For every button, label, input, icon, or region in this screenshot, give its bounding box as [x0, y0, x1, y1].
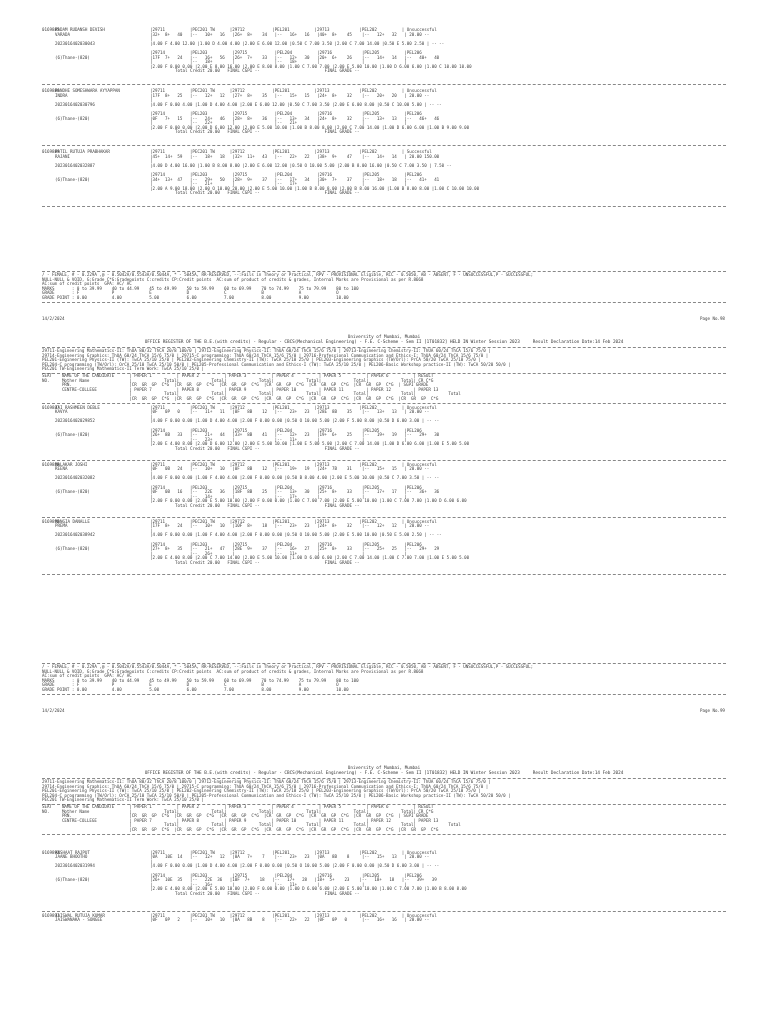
mid-record-1-paper-row-4: |4.00 F 0.00 0.00 |1.00 D 4.00 4.00 |2.00 F 0.00 0.00 |0.50 O 10.00 5.00 |2.00 F 5.00 8.00 |0.50 D 6.00 3.00 | -- --	[150, 418, 440, 424]
mid-record-3-candidate-name: MANGIA DANALLE	[55, 518, 90, 524]
top-record-2-separator	[42, 145, 726, 146]
page99-header-column-header-5: | Total| Total| Total| Total| Total| Total| Total	[42, 391, 461, 397]
mid-record-2-total-credit: Total Credit 20.00 FINAL CGPI -- FINAL GRADE --	[175, 503, 360, 508]
top-record-1-paper-row-4: |4.00 F 4.00 12.00 |1.00 D 4.00 4.00 |2.00 E 6.00 12.00 |0.50 C 7.00 3.50 |2.00 C 7.00 14.00 |0.50 E 5.00 2.50 | -- --	[150, 40, 445, 46]
top-record-1-paper-row-3: |	[150, 36, 153, 42]
bottom-record-1-paper-row-4: |4.00 F 0.00 0.00 |1.00 D 4.00 4.00 |2.00 F 0.00 0.00 |0.50 O 10.00 5.00 |2.00 F 0.00 0.00 |0.50 D 6.00 3.00 | -- --	[150, 863, 440, 869]
mid-record-3-total-credit: Total Credit 20.00 FINAL CGPI -- FINAL GRADE --	[175, 560, 360, 565]
mid-record-2-paper-row-2: |0F 0B 24 |-- 10+ 10 |0F 8B 12 |-- 19+ 19 |24+ 7B 31 |-- 15+ 15 | 20.00 --	[150, 466, 430, 472]
page99-header-subject-line-5: PEC201 TW-Engineering Mathematics-II Term Work: TwCA 25/10 25/0 |	[42, 366, 205, 372]
mid-record-1-paper-row-7: | |-- 23+ | |-- 11+ | | |	[150, 436, 407, 442]
bottom-record-1-paper-row-5: |29714 |PEL203 |29715 |PEL204 |29716 |PEL205 |PEL206	[150, 872, 422, 878]
page99-legend-legend-line-1: / - FEMALE, # - 0.229A ,@ - 0.5042A/0.5543A/0.5044A, * - 5045A, RR-RESERVED, --:Fails in Theory or Practical, RPV - PROVISIONAL Eligible, RCC - 0.5050, AB - ABSENT, F - UNSUCCESSFUL,P - SUCCESSFUL;	[42, 664, 534, 669]
page99-page-number: Page No.99	[700, 708, 725, 713]
page98-legend-legend-line-2: NULL-NULL & VOID, G:Grade C*G:Gradepoints C:credits CP:Credit points AC:sum of product of credits & grades, Internal Marks are Provisional as per R.8668	[42, 276, 424, 282]
page99-date: 14/2/2024	[42, 708, 65, 713]
mid-record-2-paper-row-7: | |-- 14+ | |-- 17+ | | |	[150, 493, 407, 499]
mid-record-3-mother-name: PREMA	[55, 523, 68, 529]
mid-record-3-paper-row-4: |4.00 F 0.00 0.00 |1.00 F 4.00 4.00 |2.00 F 0.00 0.00 |0.50 O 10.00 5.00 |2.00 E 5.00 10.00 |0.50 E 5.00 2.50 | -- --	[150, 532, 442, 538]
mid-record-2-paper-row-3: |	[150, 470, 153, 476]
mid-record-2-separator	[42, 517, 726, 518]
top-record-3-paper-row-4: |4.00 D 4.00 16.00 |1.00 B 8.00 8.00 |2.00 E 6.00 12.00 |0.50 O 10.00 5.00 |2.00 B 8.00 16.00 |0.50 C 7.00 3.50 | 7.50 --	[150, 162, 452, 168]
page100-header-subject-line-3: PEL201-Engineering Physics-II (TW): TwCA 25/10 25/0 | PEL202-Engineering Chemistry-II (TW): TwCA 25/10 25/0 | PEL203-Engineering Graphics (TW/Orl): PrCA 50/20 TwCA 25/10 75/0 |	[42, 788, 481, 794]
top-record-2-total-credit: Total Credit 20.00 FINAL CGPI -- FINAL GRADE --	[175, 129, 360, 135]
mid-record-1-paper-row-8: |2.00 E 4.00 8.00 |2.00 D 6.00 12.00 |2.00 E 5.00 10.00 |1.00 E 5.00 5.00 |2.00 C 7.00 14.00 |1.00 D 6.00 6.00 |1.00 E 5.00 5.00	[150, 441, 470, 447]
top-record-3-candidate-name: PATIL RUTUJA PRABHAKAR	[55, 149, 110, 154]
page98-legend-legend-line-6: GRADE POINT : 0.00 4.00 5.00 6.00 7.00 8.00 9.00 10.00	[42, 295, 349, 300]
top-record-2-paper-row-4: |4.00 F 0.00 4.00 |1.00 D 4.00 4.00 |2.00 E 6.00 12.00 |0.50 C 7.00 3.50 |2.00 E 6.00 8.00 |0.50 C 10.00 5.00 | -- --	[150, 101, 442, 107]
mid-record-3-paper-row-7: | |-- 26+ | |-- 11+ | | |	[150, 550, 407, 556]
page98-date: 14/2/2024	[42, 316, 65, 321]
page100-header-colhead-rule-bottom	[42, 834, 726, 835]
top-record-3-seat-no: 0169889	[42, 149, 60, 154]
bottom-record-1-candidate-name: ANSHAAT RAJPUT	[55, 849, 90, 855]
top-record-3-paper-row-3: |	[150, 158, 153, 164]
top-record-1-paper-row-8: |2.00 F 0.00 0.00 |2.00 E 8.00 16.00 |2.00 E 8.00 8.00 |1.00 C 7.00 7.00 |2.00 E 5.00 10.00 |1.00 D 6.00 6.00 |1.00 C 10.00 10.00	[150, 63, 472, 69]
bottom-record-1-paper-row-6: |26+ 10E 35 |-- 22E 36 |10F 7+ 18 |-- 17+ 28 |18+ 5+ 23 |-- 18+ 18 |-- 39+ 39	[150, 877, 437, 883]
top-record-2-paper-row-3: |	[150, 97, 153, 103]
mid-record-2-centre-college: (6)Thane-(820)	[55, 489, 90, 495]
mid-record-3-paper-row-2: |17F 8+ 24 |-- 10+ 10 |10F 8+ 18 |-- 23+ 23 |24+ 8+ 32 |-- 12+ 12 | 20.00 --	[150, 523, 430, 529]
bottom-record-1-prn: 2023016402031994	[55, 863, 95, 869]
bottom-record-1-paper-row-8: |2.00 E 4.00 8.00 |2.00 E 5.00 10.00 |2.00 F 0.00 0.00 |1.00 D 6.00 6.00 |2.00 E 5.00 10.00 |1.00 C 7.00 7.00 |1.00 B 8.00 8.00	[150, 886, 467, 892]
page99-header-university-title: University of Mumbai, Mumbai	[347, 335, 421, 340]
bottom-record-1-paper-row-2: |0A 10E 14 |-- 12+ 12 |0A 7+ 7 |-- 23+ 23 |0A 8B 8 |-- 15+ 13 | 20.00 --	[150, 854, 430, 860]
mid-record-2-paper-row-5: |29714 |PEL203 |29715 |PEL204 |29716 |PEL205 |PEL206	[150, 484, 422, 490]
page98-legend-divider-bottom	[42, 302, 726, 303]
top-record-1-paper-row-1: |29711 |PEC201 TW |29712 |PEL201 |29713 |PEL202 | Unsuccessful	[150, 27, 437, 32]
top-record-2-paper-row-5: |29714 |PEL203 |29715 |PEL204 |29716 |PEL205 |PEL206	[150, 111, 422, 116]
top-record-1-centre-college: (6)Thane-(820)	[55, 54, 90, 60]
top-record-2-paper-row-2: |17F 8+ 25 |-- 12+ 12 |27+ 8+ 35 |-- 15+ 15 |24+ 8+ 32 |-- 20+ 20 | 20.00 --	[150, 92, 430, 98]
mid-record-2-paper-row-8: |2.00 F 0.00 0.00 |2.00 E 5.00 10.00 |2.00 F 0.00 0.00 |1.00 C 7.00 7.00 |2.00 E 5.00 10.00 |1.00 C 7.00 7.00 |1.00 D 6.00 6.00	[150, 498, 467, 504]
top-record-2-paper-row-6: |0F 7+ 15 |-- 24+ 46 |28+ 8+ 36 |-- 13+ 34 |24+ 8+ 32 |-- 13+ 13 |-- 46+ 46	[150, 115, 440, 121]
mid-record-1-centre-college: (6)Thane-(820)	[55, 432, 90, 438]
bottom-record-2-mother-name: JAISWANAKA - SONGEE	[55, 917, 103, 923]
page98-legend-legend-line-5: GRADE : F P E D C B A O	[42, 290, 339, 296]
top-record-2-centre-college: (6)Thane-(820)	[55, 115, 90, 121]
mid-record-1-candidate-name: JAI RASHMEEN DEBLE	[55, 404, 100, 410]
page98-legend-legend-line-1: / - FEMALE, # - 0.229A ,@ - 0.5042A/0.5543A/0.5044A, * - 5045A, RR-RESERVED, --:Fails in Theory or Practical, RPV - PROVISIONAL Eligible, RCC - 0.5050, AB - ABSENT, F - UNSUCCESSFUL,P - SUCCESSFUL;	[42, 272, 534, 277]
page99-header-subject-line-3: PEL201-Engineering Physics-II (TW): TwCA 25/10 25/0 | PEL202-Engineering Chemistry-II (TW): TwCA 25/10 25/0 | PEL203-Engineering Graphics (TW/Orl): PrCA 50/20 TwCA 25/10 75/0 |	[42, 357, 481, 363]
top-record-2-mother-name: INDRA	[55, 92, 68, 98]
mid-record-2-paper-row-1: |29711 |PEC201 TW |29712 |PEL201 |29713 |PEL202 | Unsuccessful	[150, 461, 437, 467]
top-record-2-paper-row-1: |29711 |PEC201 TW |29712 |PEL201 |29713 |PEL202 | Unsuccessful	[150, 88, 437, 93]
top-record-2-paper-row-8: |2.00 F 0.00 0.00 |2.00 D 6.00 12.00 |2.00 E 5.00 10.00 |1.00 B 8.00 8.00 |2.00 C 7.00 14.00 |1.00 D 6.00 6.00 |1.00 B 9.00 9.00	[150, 124, 470, 130]
bottom-record-1-separator	[42, 911, 726, 912]
bottom-record-2-paper-row-2: |0F 0P 2 |-- 10+ 10 |0A 8B 8 |-- 22+ 22 |0F 0P 0 |-- 16+ 16 | 20.00 --	[150, 917, 430, 923]
top-record-3-paper-row-8: |2.00 A 9.00 18.00 |2.00 O 10.00 20.00 |2.00 E 5.00 10.00 |1.00 B 8.00 8.00 |2.00 B 8.00 16.00 |1.00 B 8.00 8.00 |1.00 C 10.00 10.00	[150, 185, 480, 191]
mid-record-3-paper-row-3: |	[150, 527, 153, 533]
top-record-3-prn: 2023016402032887	[55, 162, 95, 168]
mid-record-3-paper-row-8: |2.00 E 4.00 8.00 |2.00 C 7.00 14.00 |2.00 E 5.00 10.00 |1.00 D 6.00 6.00 |2.00 C 7.00 14.00 |1.00 C 7.00 7.00 |1.00 E 5.00 5.00	[150, 555, 470, 561]
top-record-1-paper-row-5: |29714 |PEL203 |29715 |PEL204 |29716 |PEL205 |PEL206	[150, 50, 422, 55]
page100-header-register-title: OFFICE REGISTER OF THE B.E.(with credits) - Regular - CBCS(Mechanical Engineering) - F.E. C-Scheme - Sem II [1T01832] HELD IN Winter Session 2023 Result Declaration Date:14 Feb 2024	[144, 770, 624, 776]
top-record-1-mother-name: VARADA	[55, 31, 70, 37]
mid-record-1-paper-row-2: |0F 0P 0 |-- 11+ 11 |0F 8B 12 |-- 23+ 23 |28E 8B 35 |-- 13+ 13 | 20.00 --	[150, 409, 430, 415]
bottom-record-1-seat-no: 0169893	[42, 849, 60, 855]
page100-header-column-header-4: CENTRE-COLLEGE | PAPER 7 | PAPER 8 | PAPER 9 | PAPER 10 | PAPER 11 | PAPER 12 | PAPER 13	[42, 817, 439, 823]
mid-record-3-prn: 2023016402038942	[55, 532, 95, 538]
page99-header-subject-line-4: PEL204-C programming (TW/Orl): OrCA 25/10 TwCA 25/10 50/0 | PEL205-Professional Communication and Ethics-I (TW): TwCA 25/10 25/0 | PEL206-Basic Workshop practice-II (TW): TwCA 50/20 50/0 |	[42, 361, 511, 367]
page98-page-number: Page No.98	[700, 316, 725, 321]
bottom-record-1-centre-college: (6)Thane-(820)	[55, 877, 90, 883]
top-record-3-separator	[42, 206, 726, 207]
page100-header-subject-line-1: 29711-Engineering Mathematics-II: ThUA 80/32 ThCA 20/8 100/0 | 29712-Engineering Physics-II: ThUA 60/24 ThCA 15/6 75/0 | 29713-Engineering Chemistry-II: ThUA 60/24 ThCA 15/6 75/0 |	[42, 779, 491, 784]
page99-legend-legend-line-2: NULL-NULL & VOID, G:Grade C*G:Gradepoints C:credits CP:Credit points AC:sum of product of credits & grades, Internal Marks are Provisional as per R.8668	[42, 668, 424, 674]
mid-record-1-paper-row-1: |29711 |PEC201 TW |29712 |PEL201 |29713 |PEL202 | Unsuccessful	[150, 404, 437, 410]
page99-header-column-header-3: PRN. |CR GR GP C*G |CR GR GP C*G |CR GR GP C*G |CR GR GP C*G |CR GR GP C*G |CR GR GP C*G | SGPI GRADE	[42, 382, 429, 388]
mid-record-3-seat-no: 0169890	[42, 518, 60, 524]
top-record-2-paper-row-7: | |-- 22+ | |-- 21+ | | |	[150, 120, 407, 126]
page99-header-column-header-2: NO. Mother Name | Total| Total| Total| Total| Total| Total| CR C*G	[42, 377, 434, 383]
top-record-1-paper-row-7: | |-- 18+ | |-- 18+ | | |	[150, 59, 407, 65]
mid-record-2-paper-row-6: |0F 0B 16 |-- 22E 36 |18F 8B 25 |-- 13+ 30 |25+ 8+ 33 |-- 17+ 17 |-- 36+ 36	[150, 489, 440, 495]
bottom-record-1-mother-name: JAANE BHOOTHO	[55, 854, 88, 860]
mid-record-1-separator	[42, 460, 726, 461]
mid-record-3-paper-row-6: |27+ 8+ 35 |-- 21+ 47 |28E 9+ 37 |-- 16+ 27 |25+ 8+ 33 |-- 25+ 25 |-- 29+ 29	[150, 546, 440, 552]
page99-legend-legend-line-3: AC:sum of credit points GPA: AC/ AC	[42, 673, 132, 679]
mid-record-1-mother-name: KAVYA	[55, 409, 68, 415]
bottom-record-2-paper-row-1: |29711 |PEC201 TW |29712 |PEL201 |29713 |PEL202 | Unsuccessful	[150, 912, 437, 918]
top-record-1-separator	[42, 84, 726, 85]
mid-record-3-paper-row-5: |29714 |PEL203 |29715 |PEL204 |29716 |PEL205 |PEL206	[150, 541, 422, 547]
top-record-3-paper-row-1: |29711 |PEC201 TW |29712 |PEL201 |29713 |PEL202 | Successful	[150, 149, 432, 154]
bottom-record-2-candidate-name: JAISWAL RUTUJA KUMAR	[55, 912, 105, 918]
top-record-1-paper-row-6: |17F 7+ 24 |-- 16+ 56 |26+ 7+ 33 |-- 12+ 30 |20+ 6+ 26 |-- 14+ 14 |-- 40+ 40	[150, 54, 440, 60]
top-record-3-mother-name: RAJANI	[55, 153, 70, 159]
top-record-3-paper-row-7: | |-- 21+ | |-- 17+ | | |	[150, 181, 407, 187]
page100-header-subject-line-2: 29714-Engineering Graphics: ThUA 60/24 ThCA 15/6 75/0 | 29715-C programming: ThUA 60/24 ThCA 15/6 75/0 | 29716-Professional Communication and Ethics-I: ThUA 60/24 ThCA 15/6 75/0 |	[42, 783, 489, 789]
mid-record-2-prn: 2023016402032082	[55, 475, 95, 481]
top-record-2-seat-no: 0169886	[42, 88, 60, 93]
page99-header-subject-line-1: 29711-Engineering Mathematics-II: ThUA 80/32 ThCA 20/8 100/0 | 29712-Engineering Physics-II: ThUA 60/24 ThCA 15/6 75/0 | 29713-Engineering Chemistry-II: ThUA 60/24 ThCA 15/6 75/0 |	[42, 348, 491, 353]
top-record-1-prn: 2023016402030043	[55, 40, 95, 46]
page99-legend-legend-line-5: GRADE : F P E D C B A O	[42, 682, 339, 688]
mid-record-1-paper-row-6: |26+ 8B 33 |-- 21+ 44 |33+ 8B 41 |-- 12+ 23 |19+ 6+ 25 |-- 19+ 19 |-- 29+ 30	[150, 432, 440, 438]
mid-record-1-seat-no: 0169887	[42, 404, 60, 410]
mid-record-1-paper-row-3: |	[150, 413, 153, 419]
mid-record-2-seat-no: 0169888	[42, 461, 60, 467]
mid-record-1-paper-row-5: |29714 |PEL203 |29715 |PEL204 |29716 |PEL205 |PEL206	[150, 427, 422, 433]
page100-header-column-header-3: PRN. |CR GR GP C*G |CR GR GP C*G |CR GR GP C*G |CR GR GP C*G |CR GR GP C*G |CR GR GP C*G | SGPI GRADE	[42, 813, 429, 819]
mid-record-1-prn: 2023016402029852	[55, 418, 95, 424]
top-record-3-total-credit: Total Credit 20.00 FINAL CGPI -- FINAL GRADE --	[175, 190, 360, 196]
page100-header-column-header-1: SEAT NAME OF THE CANDIDATE | PAPER 1 | PAPER 2 | PAPER 3 | PAPER 4 | PAPER 5 | PAPER 6 | RESULT	[42, 804, 434, 809]
mid-record-1-total-credit: Total Credit 20.00 FINAL CGPI -- FINAL GRADE --	[175, 446, 360, 451]
page99-header-colhead-rule-bottom	[42, 403, 726, 404]
page99-header-column-header-6: |CR GR GP C*G |CR GR GP C*G |CR GR GP C*G |CR GR GP C*G |CR GR GP C*G |CR GR GP C*G |CR GR GP C*G	[42, 396, 439, 401]
top-record-1-paper-row-2: |32+ 8+ 40 |-- 10+ 16 |26+ 8+ 34 |-- 16+ 16 |40+ 8+ 45 |-- 12+ 32 | 20.00 --	[150, 31, 430, 37]
top-record-2-candidate-name: PANDHE SOMESHWARA AYYAPPAN	[55, 88, 120, 93]
page98-legend-legend-line-4: MARKS : 0 to 39.99 40 to 44.99 45 to 49.99 50 to 59.99 60 to 69.99 70 to 74.99 75 to 79.99 80 to 100	[42, 285, 359, 291]
page99-header-column-header-4: CENTRE-COLLEGE | PAPER 7 | PAPER 8 | PAPER 9 | PAPER 10 | PAPER 11 | PAPER 12 | PAPER 13	[42, 386, 439, 392]
bottom-record-1-paper-row-3: |	[150, 858, 153, 864]
top-record-1-seat-no: 0169885	[42, 27, 60, 32]
top-record-3-paper-row-6: |34+ 13+ 47 |-- 29+ 50 |28+ 9+ 37 |-- 17+ 34 |30+ 7+ 37 |-- 18+ 18 |-- 41+ 41	[150, 176, 440, 182]
page99-header-column-header-1: SEAT NAME OF THE CANDIDATE | PAPER 1 | PAPER 2 | PAPER 3 | PAPER 4 | PAPER 5 | PAPER 6 | RESULT	[42, 373, 434, 378]
top-record-3-centre-college: (6)Thane-(820)	[55, 176, 90, 182]
mid-record-3-paper-row-1: |29711 |PEC201 TW |29712 |PEL201 |29713 |PEL202 | Unsuccessful	[150, 518, 437, 524]
top-record-2-prn: 2023016402030796	[55, 101, 95, 107]
page99-header-subject-line-2: 29714-Engineering Graphics: ThUA 60/24 ThCA 15/6 75/0 | 29715-C programming: ThUA 60/24 ThCA 15/6 75/0 | 29716-Professional Communication and Ethics-I: ThUA 60/24 ThCA 15/6 75/0 |	[42, 352, 489, 358]
bottom-record-1-paper-row-1: |29711 |PEC201 TW |29712 |PEL201 |29713 |PEL202 | Unsuccessful	[150, 849, 437, 855]
mid-record-3-separator	[42, 574, 726, 575]
bottom-record-2-seat-no: 0169891	[42, 912, 60, 918]
page100-header-column-header-5: | Total| Total| Total| Total| Total| Total| Total	[42, 822, 461, 828]
mid-record-3-centre-college: (6)Thane-(820)	[55, 546, 90, 552]
page100-header-column-header-2: NO. Mother Name | Total| Total| Total| Total| Total| Total| CR C*G	[42, 808, 434, 814]
page100-header-university-title: University of Mumbai, Mumbai	[347, 766, 421, 771]
mid-record-2-paper-row-4: |4.00 F 0.00 0.00 |1.00 F 4.00 4.00 |2.00 F 0.00 0.00 |0.50 B 8.00 4.00 |2.00 E 5.00 10.00 |0.50 C 7.00 3.50 | -- --	[150, 475, 440, 481]
mid-record-2-candidate-name: MALAKAR JOSHI	[55, 461, 88, 467]
page100-header-subject-line-5: PEC201 TW-Engineering Mathematics-II Term Work: TwCA 25/10 25/0 |	[42, 797, 205, 803]
bottom-record-1-total-credit: Total Credit 20.00 FINAL CGPI -- FINAL GRADE --	[175, 891, 360, 896]
page100-header-subject-line-4: PEL204-C programming (TW/Orl): OrCA 25/10 TwCA 25/10 50/0 | PEL205-Professional Communication and Ethics-I (TW): TwCA 25/10 25/0 | PEL206-Basic Workshop practice-II (TW): TwCA 50/20 50/0 |	[42, 792, 511, 798]
page99-legend-divider-bottom	[42, 694, 726, 695]
mid-record-2-mother-name: REENA	[55, 466, 68, 472]
page99-legend-legend-line-6: GRADE POINT : 0.00 4.00 5.00 6.00 7.00 8.00 9.00 10.00	[42, 687, 349, 692]
top-record-1-candidate-name: PADAM RUDANSH DEVISH	[55, 27, 105, 32]
page99-legend-legend-line-4: MARKS : 0 to 39.99 40 to 44.99 45 to 49.99 50 to 59.99 60 to 69.99 70 to 74.99 75 to 79.99 80 to 100	[42, 677, 359, 683]
bottom-record-1-paper-row-7: | |-- 16+ | |-- 11+ | | |	[150, 881, 407, 887]
top-record-3-paper-row-2: |45+ 14+ 59 |-- 18+ 18 |32+ 11+ 43 |-- 22+ 22 |38+ 9+ 47 |-- 14+ 14 | 20.00 150.00	[150, 153, 440, 159]
page99-header-register-title: OFFICE REGISTER OF THE B.E.(with credits) - Regular - CBCS(Mechanical Engineering) - F.E. C-Scheme - Sem II [1T01832] HELD IN Winter Session 2023 Result Declaration Date:14 Feb 2024	[144, 339, 624, 345]
top-record-1-total-credit: Total Credit 20.00 FINAL CGPI -- FINAL GRADE --	[175, 68, 360, 74]
top-record-3-paper-row-5: |29714 |PEL203 |29715 |PEL204 |29716 |PEL205 |PEL206	[150, 172, 422, 177]
page98-legend-legend-line-3: AC:sum of credit points GPA: AC/ AC	[42, 281, 132, 287]
page100-header-column-header-6: |CR GR GP C*G |CR GR GP C*G |CR GR GP C*G |CR GR GP C*G |CR GR GP C*G |CR GR GP C*G |CR GR GP C*G	[42, 827, 439, 832]
